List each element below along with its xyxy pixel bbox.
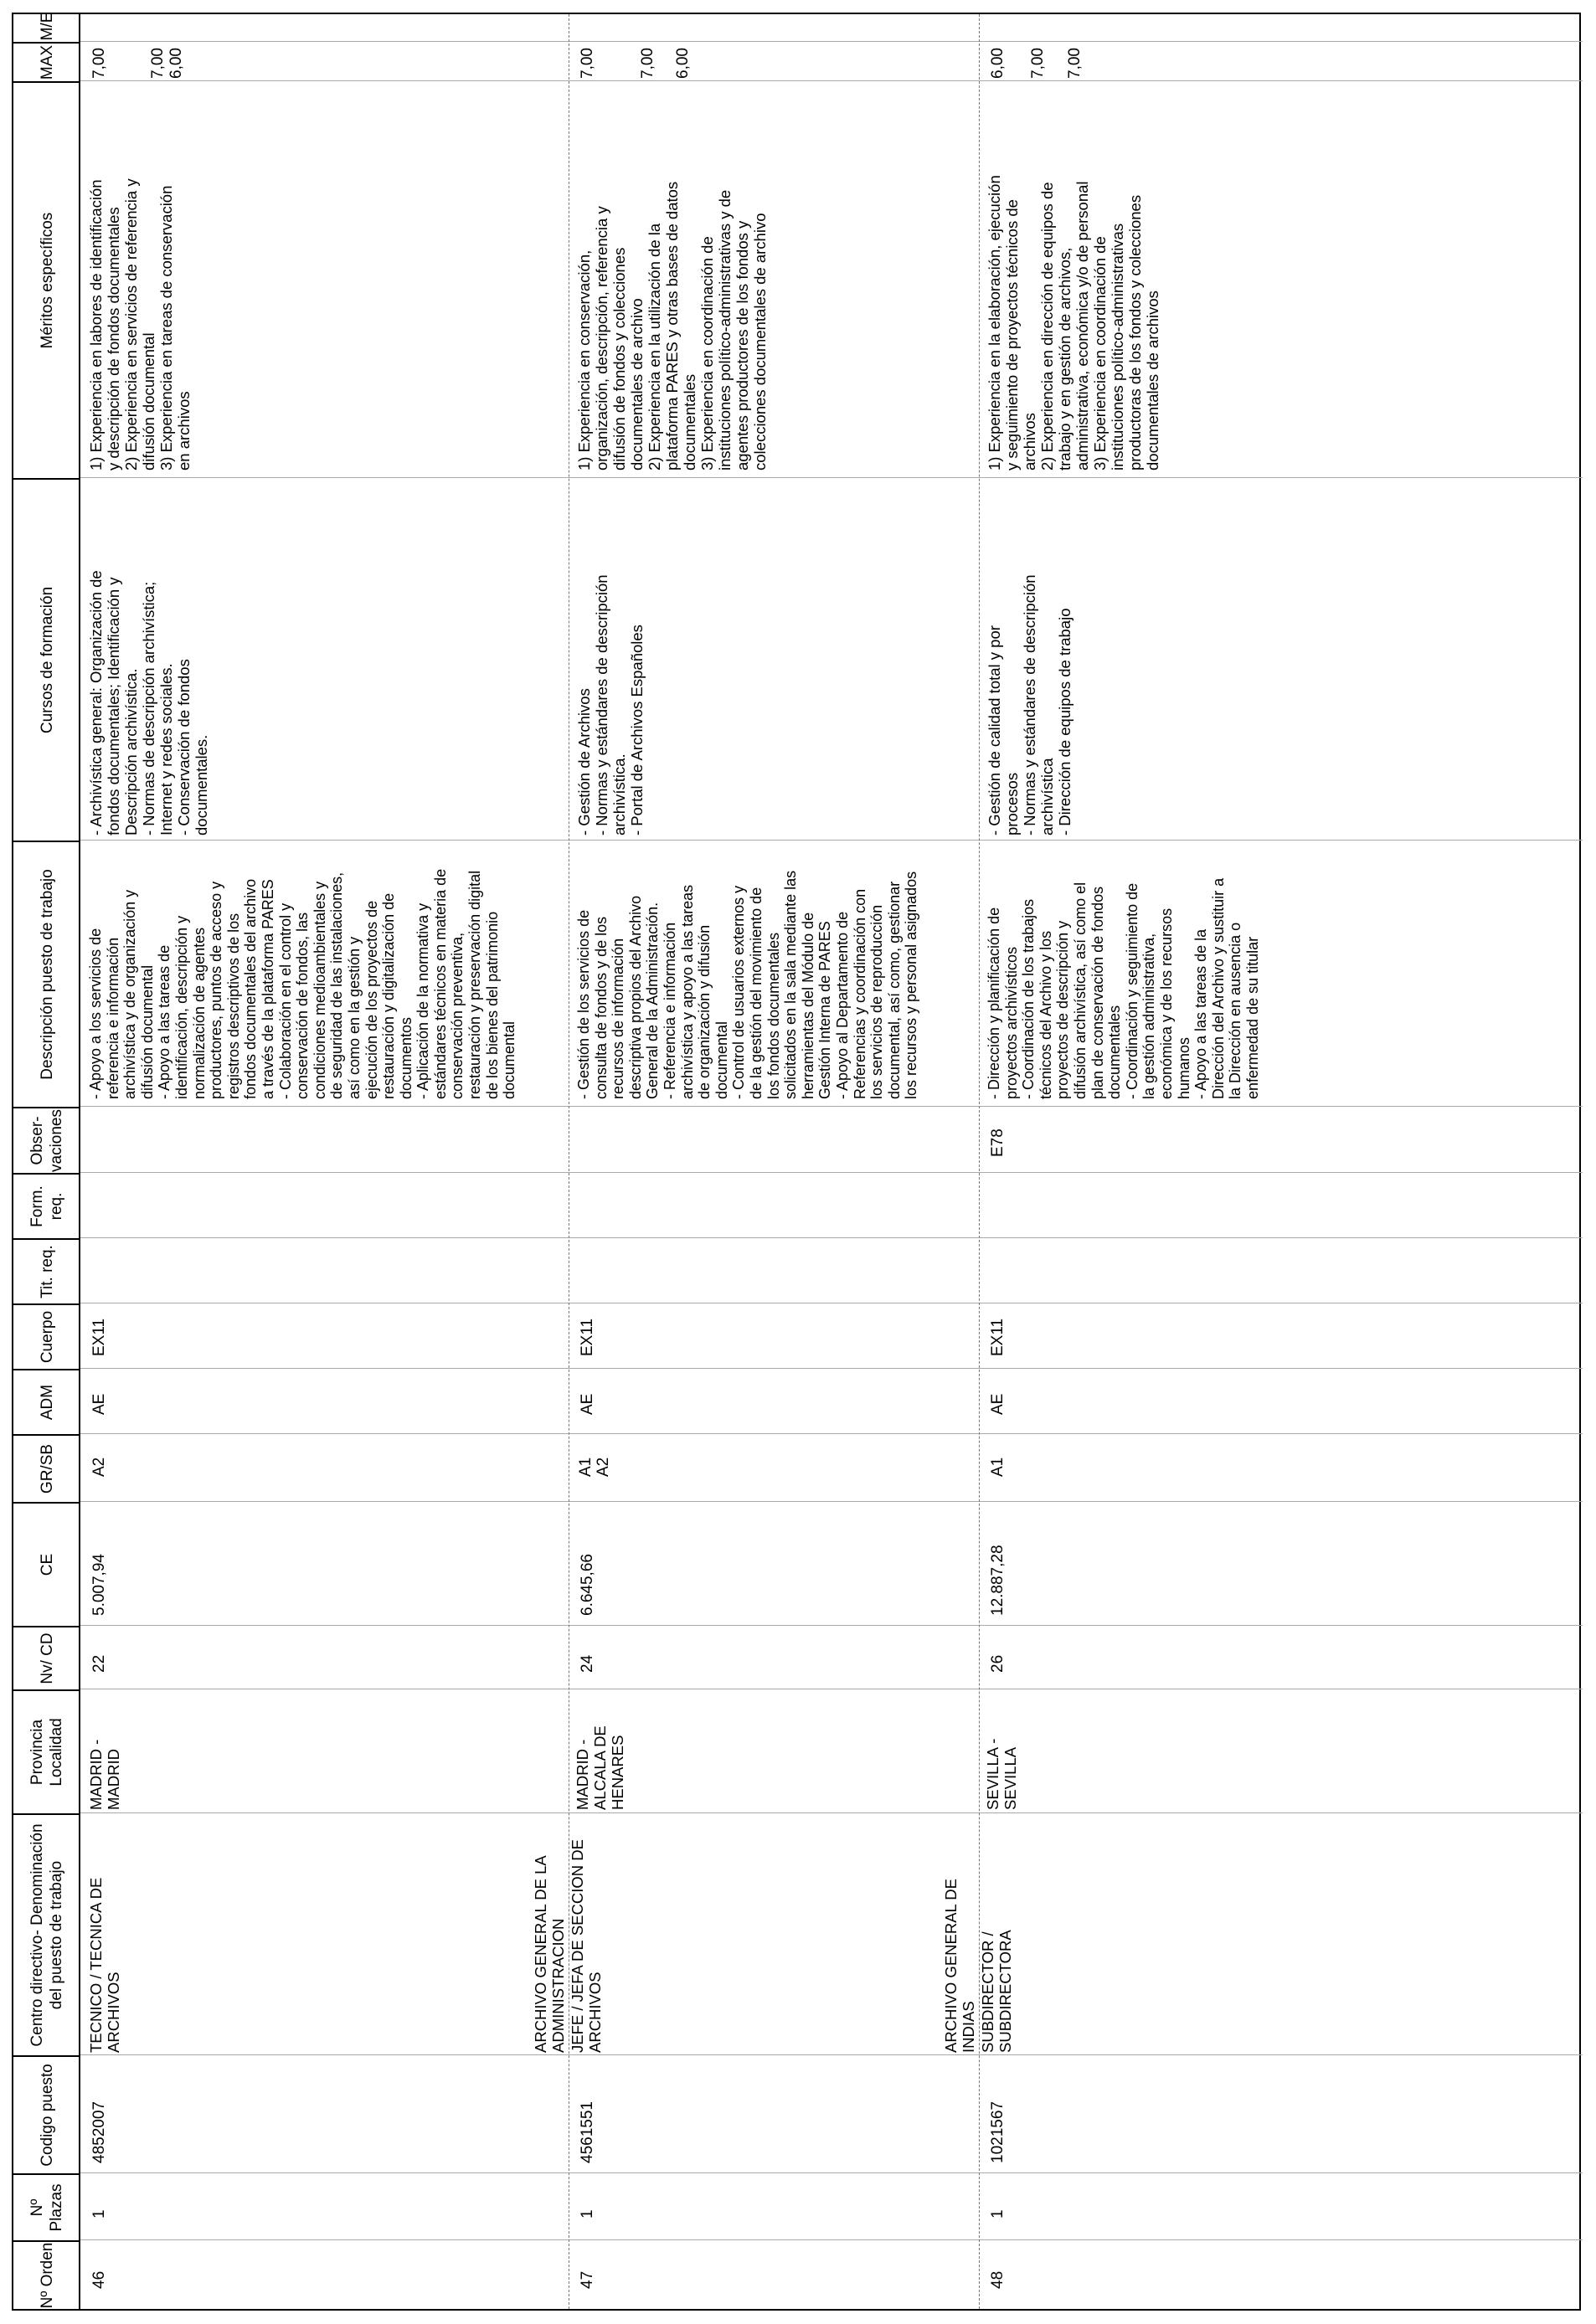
header-titreq: Tit. req. bbox=[13, 1238, 80, 1303]
max-value-1: 6,00 bbox=[989, 48, 1007, 79]
nivel-value: 24 bbox=[579, 1654, 596, 1673]
cursos-value: - Archivística general: Organización de fondos documentales; Identificación y Descripción archivística. - Normas de descripción archivística; Internet y redes sociales. - Conservación de fondos documentales. bbox=[87, 570, 210, 836]
plazas-value: 1 bbox=[90, 2209, 108, 2219]
cuerpo-value: EX11 bbox=[579, 1318, 596, 1356]
ce-value: 5.007,94 bbox=[90, 1554, 108, 1616]
header-cuerpo: Cuerpo bbox=[13, 1303, 80, 1369]
header-formreq: Form. req. bbox=[13, 1173, 80, 1238]
provincia-value: SEVILLA - SEVILLA bbox=[984, 1738, 1019, 1810]
obs-value: E78 bbox=[989, 1129, 1007, 1157]
cursos-value: - Gestión de Archivos - Normas y estándares de descripción archivística. - Portal de Archivos Españoles bbox=[575, 574, 646, 836]
grsb-value: A1 bbox=[989, 1457, 1007, 1477]
grsb-value: A1 A2 bbox=[577, 1457, 612, 1477]
meritos-value: 1) Experiencia en labores de identificación y descripción de fondos documentales 2) Experiencia en servicios de referencia y difusión documental 3) Experiencia en tareas de conservación en archivos bbox=[87, 178, 193, 470]
adm-value: AE bbox=[90, 1393, 108, 1415]
header-codigo: Codigo puesto bbox=[13, 2055, 80, 2173]
descripcion-value: - Apoyo a los servicios de referencia e información archivística y de organización y difusión documental - Apoyo a las tareas de identificación, descripción y normalización de agentes productores, puntos de acceso y registros descriptivos de los fondos documentales del archivo a través de la plataforma PARES - Colaboración en el control y conservación de fondos, las condiciones medioambientales y de seguridad de las instalaciones, así como en la gestión y ejecución de los proyectos de restauración y digitalización de documentos - Aplicación de la normativa y estándares técnicos en materia de conservación preventiva, restauración y preservación digital de los bienes del patrimonio documental bbox=[87, 868, 518, 1099]
max-value-3: 6,00 bbox=[167, 48, 185, 79]
plazas-value: 1 bbox=[989, 2209, 1007, 2219]
header-provincia: Provincia Localidad bbox=[13, 1689, 80, 1813]
orden-value: 46 bbox=[90, 2270, 108, 2289]
max-value-3: 7,00 bbox=[1066, 48, 1084, 79]
provincia-value: MADRID - ALCALA DE HENARES bbox=[574, 1725, 626, 1810]
descripcion-value: - Dirección y planificación de proyectos archivísticos - Coordinación de los trabajos técnicos del Archivo y los proyectos de descripción y difusión archivística, así como el plan de conservación de fondos documentales - Coordinación y seguimiento de la gestión administrativa, económica y de los recursos humanos - Apoyo a las tareas de la Dirección del Archivo y sustituir a la Dirección en ausencia o enfermedad de su titular bbox=[986, 877, 1261, 1099]
grsb-value: A2 bbox=[90, 1457, 108, 1477]
provincia-value: MADRID - MADRID bbox=[87, 1739, 122, 1810]
max-value-3: 6,00 bbox=[674, 48, 692, 79]
max-value-2: 7,00 bbox=[639, 48, 656, 79]
header-grsb: GR/SB bbox=[13, 1434, 80, 1502]
max-value-2: 7,00 bbox=[149, 48, 167, 79]
header-nivel: Nv/ CD bbox=[13, 1626, 80, 1689]
plazas-value: 1 bbox=[579, 2209, 596, 2219]
descripcion-value: - Gestión de los servicios de consulta de fondos y de los recursos de información descriptiva propios del Archivo General de la Administración. - Referencia e información archivística y apoyo a las tareas de organización y difusión documental - Control de usuarios externos y de la gestión del movimiento de los fondos documentales solicitados en la sala mediante las herramientas del Módulo de Gestión Interna de PARES - Apoyo al Departamento de Referencias y coordinación con los servicios de reproducción documental, así como, gestionar los recursos y personal asignados bbox=[575, 870, 920, 1099]
cuerpo-value: EX11 bbox=[989, 1318, 1007, 1356]
header-obs: Obser- vaciones bbox=[13, 1107, 80, 1173]
table-row bbox=[942, 14, 1583, 2309]
ce-value: 6.645,66 bbox=[579, 1554, 596, 1616]
header-descripcion: Descripción puesto de trabajo bbox=[13, 841, 80, 1107]
max-value-2: 7,00 bbox=[1029, 48, 1047, 79]
header-cursos: Cursos de formación bbox=[13, 478, 80, 841]
max-value-1: 7,00 bbox=[90, 48, 108, 79]
codigo-value: 4561551 bbox=[579, 2101, 596, 2163]
centro-value: SUBDIRECTOR / SUBDIRECTORA bbox=[979, 1930, 1014, 2053]
header-orden: Nº Orden bbox=[13, 2240, 80, 2309]
orden-value: 48 bbox=[989, 2270, 1007, 2289]
header-plazas: Nº Plazas bbox=[13, 2173, 80, 2240]
orden-value: 47 bbox=[579, 2270, 596, 2289]
nivel-value: 26 bbox=[989, 1654, 1007, 1673]
meritos-value: 1) Experiencia en conservación, organización, descripción, referencia y difusión de fondos y colecciones documentales de archivo 2) Experiencia en la utilización de la plataforma PARES y otras bases de datos documentales 3) Experiencia en coordinación de instituciones político-administrativas y de agentes productores de los fondos y colecciones documentales de archivo bbox=[575, 181, 769, 470]
table-frame bbox=[12, 13, 1581, 2311]
header-ce: CE bbox=[13, 1502, 80, 1626]
codigo-value: 1021567 bbox=[989, 2101, 1007, 2163]
centro-value: JEFE / JEFA DE SECCION DE ARCHIVOS bbox=[569, 1839, 604, 2053]
header-me: M/E bbox=[38, 12, 56, 41]
header-meritos: Méritos específicos bbox=[13, 81, 80, 478]
centro-value: TECNICO / TECNICA DE ARCHIVOS bbox=[87, 1877, 122, 2053]
table-row bbox=[532, 14, 979, 2309]
header-max: MAX bbox=[13, 42, 80, 81]
cursos-value: - Gestión de calidad total y por procesos - Normas y estándares de descripción archivística - Dirección de equipos de trabajo bbox=[986, 574, 1073, 836]
header-centro: Centro directivo- Denominación del puesto de trabajo bbox=[13, 1813, 80, 2055]
max-value-1: 7,00 bbox=[579, 48, 596, 79]
nivel-value: 22 bbox=[90, 1654, 108, 1673]
centro-group-heading: ARCHIVO GENERAL DE LA ADMINISTRACION bbox=[532, 1855, 567, 2053]
meritos-value: 1) Experiencia en la elaboración, ejecución y seguimiento de proyectos técnicos de archivos 2) Experiencia en dirección de equipos de trabajo y en gestión de archivos, administrativa, económica y/o de personal 3) Experiencia en coordinación de instituciones político-administrativas productoras de los fondos y colecciones documentales de archivos bbox=[986, 175, 1161, 470]
table-row bbox=[80, 14, 569, 2309]
codigo-value: 4852007 bbox=[90, 2101, 108, 2163]
header-adm: ADM bbox=[13, 1369, 80, 1434]
ce-value: 12.887,28 bbox=[989, 1545, 1007, 1616]
adm-value: AE bbox=[579, 1393, 596, 1415]
cuerpo-value: EX11 bbox=[90, 1318, 108, 1356]
centro-group-heading: ARCHIVO GENERAL DE INDIAS bbox=[942, 1879, 977, 2053]
adm-value: AE bbox=[989, 1393, 1007, 1415]
